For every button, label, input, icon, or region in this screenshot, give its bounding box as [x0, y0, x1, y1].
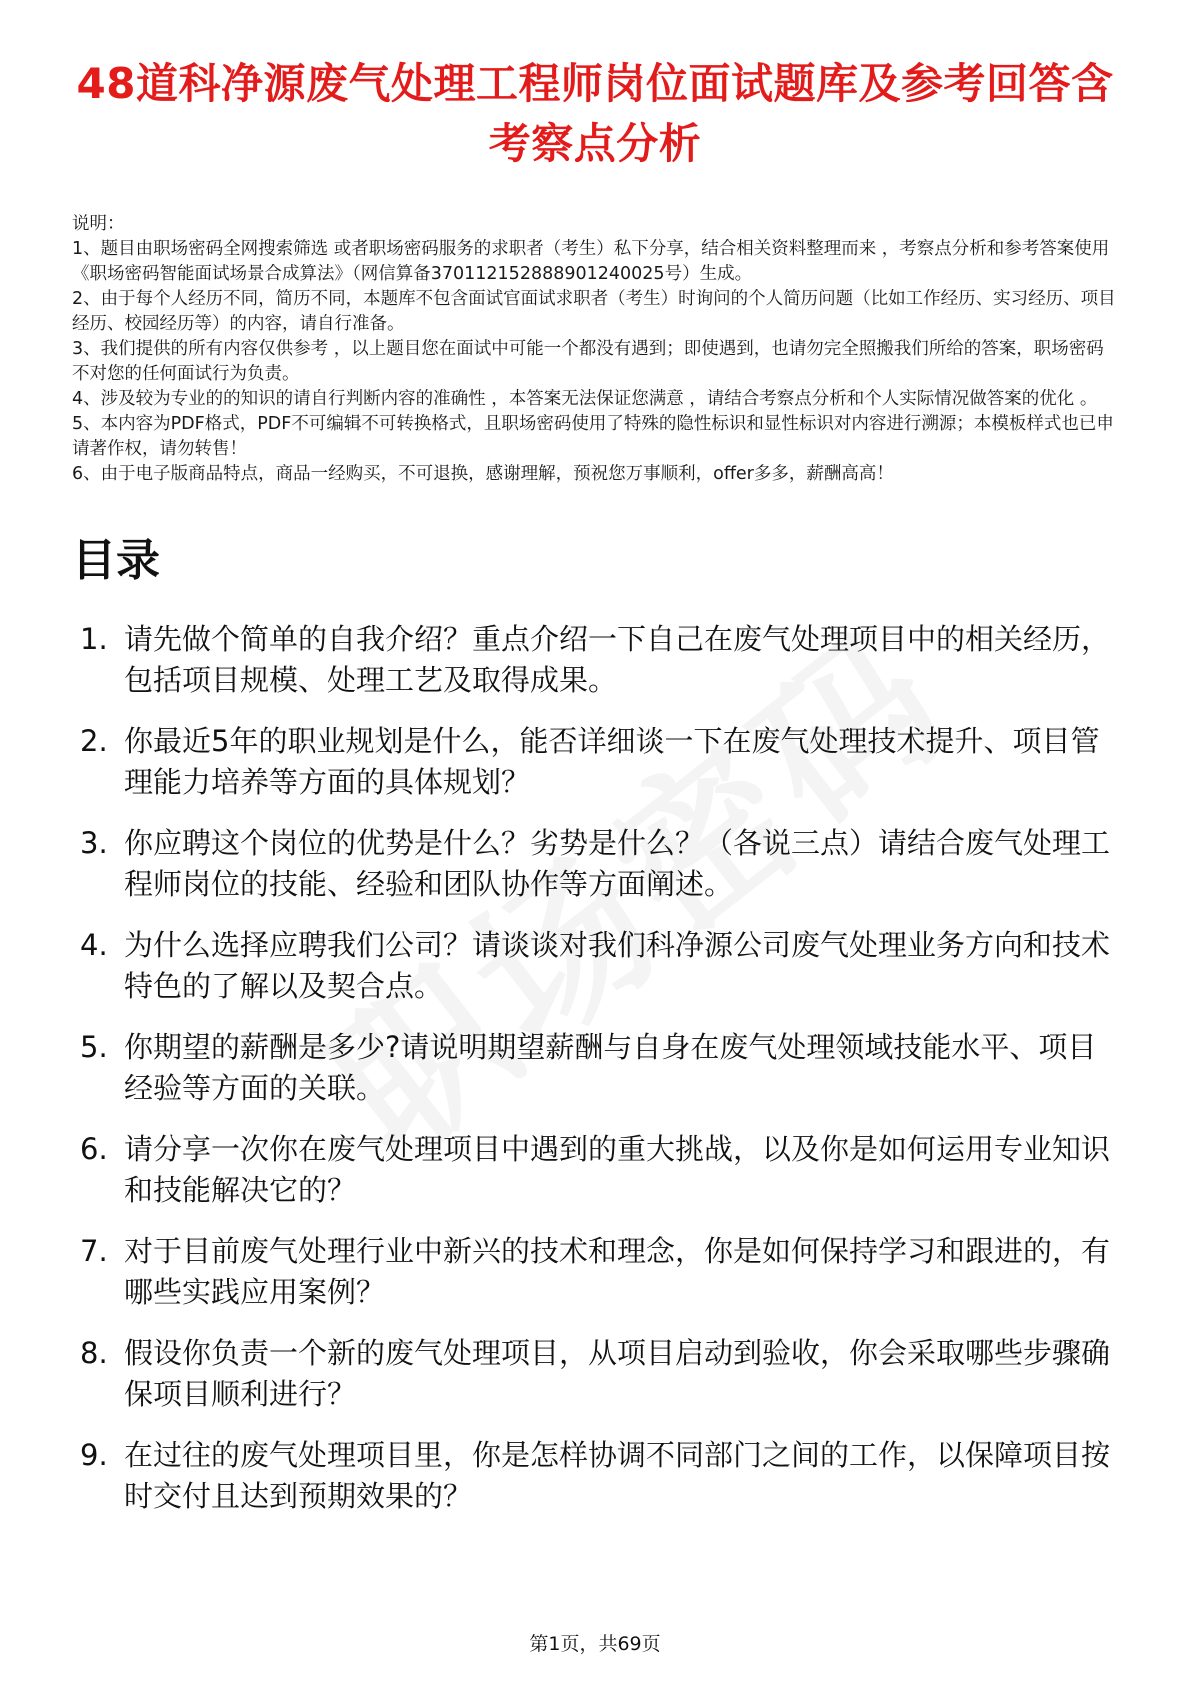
notes-heading: 说明： [72, 214, 125, 234]
question-number: 2. [80, 724, 108, 758]
question-text: 请先做个简单的自我介绍？重点介绍一下自己在废气处理项目中的相关经历，包括项目规模、处理工艺及取得成果。 [124, 622, 1111, 697]
note-item: 3、我们提供的所有内容仅供参考 ，以上题目您在面试中可能一个都没有遇到；即使遇到，也请勿完全照搬我们所给的答案，职场密码不对您的任何面试行为负责。 [72, 339, 1104, 384]
note-item: 5、本内容为PDF格式，PDF不可编辑不可转换格式，且职场密码使用了特殊的隐性标识和显性标识对内容进行溯源；本模板样式也已申请著作权，请勿转售！ [72, 414, 1114, 459]
question-item [72, 925, 1118, 1007]
question-text: 你期望的薪酬是多少?请说明期望薪酬与自身在废气处理领域技能水平、项目经验等方面的关联。 [124, 1030, 1097, 1105]
toc-heading: 目录 [72, 535, 160, 586]
question-text: 对于目前废气处理行业中新兴的技术和理念，你是如何保持学习和跟进的，有哪些实践应用案例？ [124, 1234, 1111, 1309]
question-text: 在过往的废气处理项目里，你是怎样协调不同部门之间的工作，以保障项目按时交付且达到预期效果的？ [124, 1438, 1111, 1513]
question-number: 8. [80, 1336, 108, 1370]
question-text: 请分享一次你在废气处理项目中遇到的重大挑战，以及你是如何运用专业知识和技能解决它的？ [124, 1132, 1111, 1207]
question-item [72, 1129, 1118, 1211]
question-number: 7. [80, 1234, 108, 1268]
document-title: 48道科净源废气处理工程师岗位面试题库及参考回答含考察点分析 [76, 59, 1114, 168]
question-item [72, 823, 1118, 905]
question-number: 9. [80, 1438, 108, 1472]
notes-section [72, 212, 1118, 487]
question-item [72, 1027, 1118, 1109]
question-text: 你最近5年的职业规划是什么，能否详细谈一下在废气处理技术提升、项目管理能力培养等方面的具体规划？ [124, 724, 1100, 799]
note-item: 6、由于电子版商品特点，商品一经购买，不可退换，感谢理解，预祝您万事顺利，offer多多，薪酬高高！ [72, 464, 894, 484]
note-item: 4、涉及较为专业的的知识的请自行判断内容的准确性 ，本答案无法保证您满意 ，请结合考察点分析和个人实际情况做答案的优化 。 [72, 389, 1098, 409]
question-number: 3. [80, 826, 108, 860]
question-text: 为什么选择应聘我们公司？请谈谈对我们科净源公司废气处理业务方向和技术特色的了解以及契合点。 [124, 928, 1111, 1003]
page-number: 第1页，共69页 [529, 1633, 661, 1655]
question-text: 假设你负责一个新的废气处理项目，从项目启动到验收，你会采取哪些步骤确保项目顺利进行？ [124, 1336, 1111, 1411]
note-item: 2、由于每个人经历不同，简历不同，本题库不包含面试官面试求职者（考生）时询问的个人简历问题（比如工作经历、实习经历、项目经历、校园经历等）的内容，请自行准备。 [72, 289, 1116, 334]
question-text: 你应聘这个岗位的优势是什么？劣势是什么？（各说三点）请结合废气处理工程师岗位的技能、经验和团队协作等方面阐述。 [124, 826, 1111, 901]
question-number: 4. [80, 928, 108, 962]
question-number: 1. [80, 622, 108, 656]
question-item [72, 619, 1118, 701]
question-item [72, 1435, 1118, 1517]
question-item [72, 1333, 1118, 1415]
question-item [72, 1231, 1118, 1313]
question-number: 6. [80, 1132, 108, 1166]
question-list [72, 619, 1118, 1517]
question-item [72, 721, 1118, 803]
note-item: 1、题目由职场密码全网搜索筛选 或者职场密码服务的求职者（考生）私下分享，结合相关资料整理而来 ，考察点分析和参考答案使用《职场密码智能面试场景合成算法》（网信算备370112152888901240025号）生成。 [72, 239, 1110, 284]
question-number: 5. [80, 1030, 108, 1064]
